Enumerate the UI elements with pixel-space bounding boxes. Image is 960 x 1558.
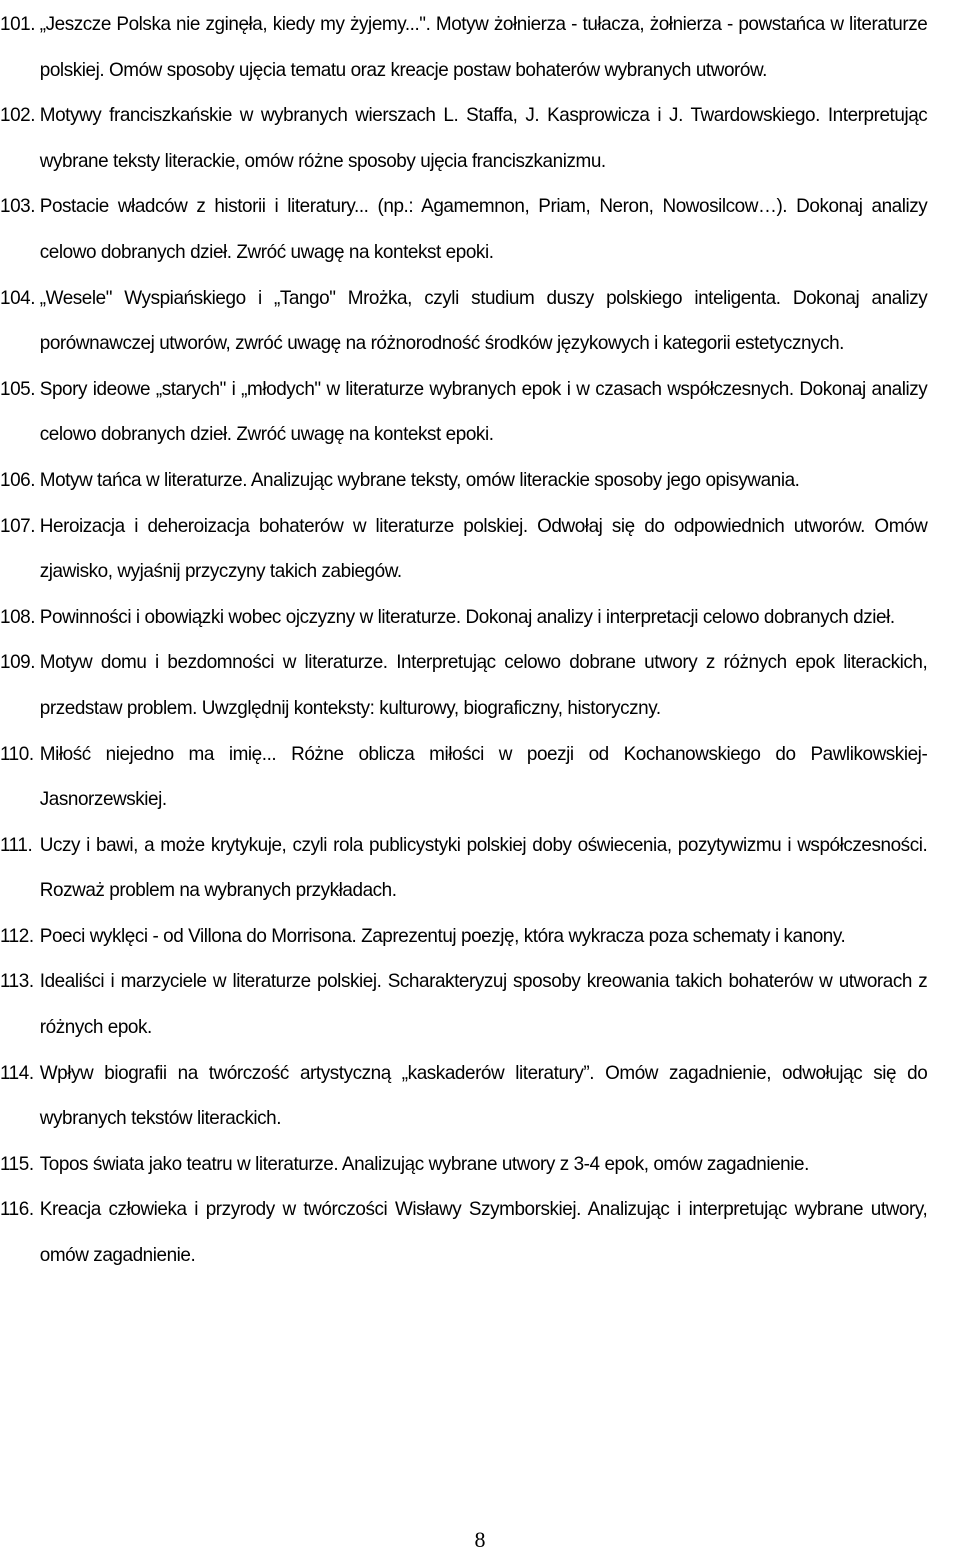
topic-text: Motyw domu i bezdomności w literaturze. Interpretując celowo dobrane utwory z różnych epok literackich, przedstaw problem. Uwzględnij konteksty: kulturowy, biograficzny, historyczny. bbox=[39, 651, 928, 719]
topic-number: 110. bbox=[0, 742, 34, 765]
topic-item bbox=[0, 276, 927, 367]
topic-text: Postacie władców z historii i literatury... (np.: Agamemnon, Priam, Neron, Nowosilcow…). Dokonaj analizy celowo dobranych dzieł. Zwróć uwagę na kontekst epoki. bbox=[39, 195, 928, 263]
topic-item bbox=[0, 640, 927, 731]
topic-text: Uczy i bawi, a może krytykuje, czyli rola publicystyki polskiej doby oświecenia, pozytywizmu i współczesności. Rozważ problem na wybranych przykładach. bbox=[39, 833, 928, 902]
topic-number: 111. bbox=[0, 833, 33, 856]
page-number: 8 bbox=[474, 1527, 486, 1552]
topic-item bbox=[0, 184, 927, 275]
topic-number: 112. bbox=[0, 924, 34, 947]
topic-text: Motyw tańca w literaturze. Analizując wybrane teksty, omów literackie sposoby jego opisywania. bbox=[39, 468, 800, 491]
topic-text: Topos świata jako teatru w literaturze. Analizując wybrane utwory z 3-4 epok, omów zagadnienie. bbox=[39, 1152, 809, 1175]
topic-number: 115. bbox=[0, 1152, 34, 1175]
topic-item bbox=[0, 1142, 927, 1188]
topic-number: 107. bbox=[0, 514, 36, 537]
topic-text: „Jeszcze Polska nie zginęła, kiedy my żyjemy...". Motyw żołnierza - tułacza, żołnierza - powstańca w literaturze polskiej. Omów sposoby ujęcia tematu oraz kreacje postaw bohaterów wybranych utworów. bbox=[39, 13, 928, 81]
topic-text: „Wesele" Wyspiańskiego i „Tango" Mrożka, czyli studium duszy polskiego inteligenta. Dokonaj analizy porównawczej utworów, zwróć uwagę na różnorodność środków językowych i kategorii estetycznych. bbox=[39, 286, 928, 355]
topic-item bbox=[0, 1051, 927, 1142]
topic-text: Poeci wyklęci - od Villona do Morrisona. Zaprezentuj poezję, która wykracza poza schematy i kanony. bbox=[39, 924, 846, 947]
topic-item bbox=[0, 458, 927, 504]
topic-text: Powinności i obowiązki wobec ojczyzny w literaturze. Dokonaj analizy i interpretacji celowo dobranych dzieł. bbox=[39, 605, 895, 628]
topic-item bbox=[0, 1187, 927, 1278]
topic-text: Idealiści i marzyciele w literaturze polskiej. Scharakteryzuj sposoby kreowania takich bohaterów w utworach z różnych epok. bbox=[39, 970, 928, 1039]
topic-item bbox=[0, 732, 927, 823]
topic-text: Miłość niejedno ma imię... Różne oblicza miłości w poezji od Kochanowskiego do Pawlikowskiej-Jasnorzewskiej. bbox=[39, 742, 928, 811]
topic-text: Wpływ biografii na twórczość artystyczną „kaskaderów literatury”. Omów zagadnienie, odwołując się do wybranych tekstów literackich. bbox=[39, 1061, 928, 1130]
topic-number: 103. bbox=[0, 195, 36, 218]
topic-number: 105. bbox=[0, 377, 36, 400]
topic-number: 102. bbox=[0, 104, 36, 127]
topic-number: 106. bbox=[0, 468, 36, 491]
topic-item bbox=[0, 823, 927, 914]
topic-item bbox=[0, 93, 927, 184]
topic-number: 104. bbox=[0, 286, 36, 309]
topic-text: Kreacja człowieka i przyrody w twórczości Wisławy Szymborskiej. Analizując i interpretując wybrane utwory, omów zagadnienie. bbox=[39, 1198, 928, 1267]
topic-text: Spory ideowe „starych" i „młodych" w literaturze wybranych epok i w czasach współczesnych. Dokonaj analizy celowo dobranych dzieł. Zwróć uwagę na kontekst epoki. bbox=[39, 377, 928, 446]
topic-number: 114. bbox=[0, 1061, 34, 1084]
topic-number: 109. bbox=[0, 651, 36, 674]
topic-item bbox=[0, 2, 927, 93]
topic-item bbox=[0, 959, 927, 1050]
topic-text: Motywy franciszkańskie w wybranych wierszach L. Staffa, J. Kasprowicza i J. Twardowskiego. Interpretując wybrane teksty literackie, omów różne sposoby ujęcia franciszkanizmu. bbox=[39, 104, 928, 172]
topic-number: 116. bbox=[0, 1198, 34, 1221]
topic-item bbox=[0, 367, 927, 458]
topic-number: 113. bbox=[0, 970, 34, 993]
topic-item bbox=[0, 504, 927, 595]
topic-text: Heroizacja i deheroizacja bohaterów w literaturze polskiej. Odwołaj się do odpowiednich utworów. Omów zjawisko, wyjaśnij przyczyny takich zabiegów. bbox=[39, 514, 928, 583]
topic-number: 101. bbox=[0, 13, 36, 35]
topic-number: 108. bbox=[0, 605, 36, 628]
topic-list bbox=[0, 2, 956, 1279]
topic-item bbox=[0, 595, 927, 641]
topic-item bbox=[0, 914, 927, 960]
